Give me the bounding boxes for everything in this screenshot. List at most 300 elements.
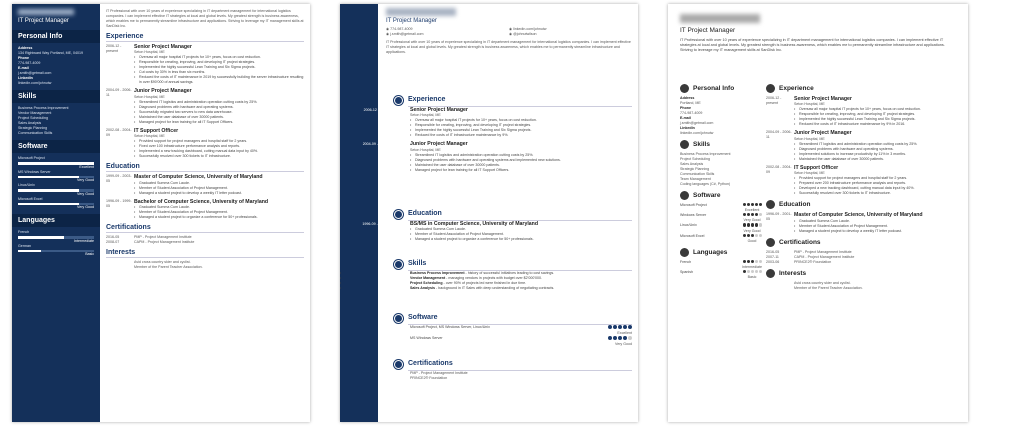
entry-bullet: • Managed project for lean training for all IT Support Officers. (410, 168, 632, 173)
entry-title: Bachelor of Computer Science, University of Maryland (134, 198, 269, 205)
entry-title: IT Support Officer (134, 127, 179, 134)
rating-dot (759, 213, 762, 216)
skill-name: Linux/Unix (680, 223, 697, 228)
entry-company: Seton Hospital, ME (794, 102, 825, 107)
entry-bullet: • Fixed over 100 infrastructure performance analysis and reports. (134, 144, 304, 149)
phone-label: Phone (680, 106, 691, 110)
skill-entry: • Vendor Management - managing vendors in projects with budget over $2'000'000. (340, 276, 632, 281)
education-heading: Education (779, 201, 811, 209)
rating-dot (623, 336, 627, 340)
skill-bar (18, 203, 94, 206)
interest-text: Avid cross country skier and cyclist. (134, 260, 191, 265)
skill-item: Sales Analysis (18, 121, 42, 125)
entry-date: 2004-09 - 2006-11 (106, 88, 132, 98)
rating-dot (759, 223, 762, 226)
entry-title: Junior Project Manager (794, 130, 852, 137)
address-label: Address (680, 96, 695, 100)
entry-bullet: • Member of Student Association of Project Management. (134, 210, 304, 215)
entry-date: 2006-12 - present (106, 44, 122, 53)
resume3-left-column (680, 80, 762, 280)
software-heading: Software (693, 192, 721, 199)
rating-dot (628, 336, 632, 340)
personal-info-heading: Personal Info (693, 85, 735, 92)
skills-list (340, 271, 632, 291)
skill-level: Very Good (743, 218, 761, 223)
rating-dot (608, 336, 612, 340)
skill-right (742, 270, 762, 280)
entry-title: PMP - Project Management Institute (134, 235, 192, 240)
entry-body (134, 199, 304, 220)
entry-bullet: • Maintained the user database of over 30000 patients. (410, 163, 632, 168)
entry-company: Seton Hospital, ME (410, 147, 441, 152)
experience-heading: Experience (779, 85, 814, 92)
phone-value: 774-987-4009 (18, 61, 41, 65)
interests-list (106, 260, 304, 270)
entry-bullet: • Member of Student Association of Project Management. (410, 232, 632, 237)
skill-row (680, 223, 762, 233)
resume-template-3[interactable] (668, 4, 968, 422)
skill-item: Business Process Improvement (680, 152, 731, 156)
entry-title: Senior Project Manager (410, 107, 468, 113)
job-entry (106, 44, 304, 85)
email-value: j.smith@getmail.com (18, 71, 52, 75)
entry-body (134, 44, 304, 85)
rating-dot (755, 260, 758, 263)
entry-title: Master of Computer Science, University of Maryland (794, 212, 923, 219)
rating-dots (742, 224, 762, 228)
rating-dot (759, 260, 762, 263)
entry-bullet: • Implemented the highly successful Lean Training and Six Sigma projects. (134, 65, 304, 70)
skill-right (742, 203, 762, 213)
experience-list (766, 96, 960, 196)
linkedin-value: linkedin.com/johnutw (680, 131, 714, 135)
rating-dots (742, 260, 762, 264)
blurred-name (18, 9, 74, 15)
skill-item: Communication Skills (18, 131, 53, 135)
skill-row (680, 234, 762, 244)
rating-dots (742, 213, 762, 217)
certificate-icon (766, 238, 775, 247)
blurred-name (386, 8, 456, 16)
interest-entry (766, 286, 960, 291)
timeline-entry (340, 221, 632, 242)
job-entry (106, 128, 304, 159)
skill-bar (18, 189, 94, 192)
rating-dot (743, 270, 746, 273)
entry-title: PMP - Project Management Institute (410, 371, 468, 375)
rating-dot (747, 223, 750, 226)
skill-desc: over 90% of projects led were finished in due time. (445, 281, 527, 285)
languages-list (680, 260, 762, 280)
entry-date: 1999-09 - 2003-05 (106, 174, 132, 184)
rating-dots (742, 203, 762, 207)
rating-dot (747, 260, 750, 263)
rating-dot (747, 234, 750, 237)
skill-desc: background in IT Sales with deep understanding of negotiating contracts. (438, 286, 555, 290)
certifications-heading: Certifications (106, 224, 304, 233)
linkedin-label: LinkedIn (18, 76, 33, 80)
rating-dot (755, 234, 758, 237)
interests-heading: Interests (106, 249, 304, 258)
resume2-software-section (340, 314, 632, 347)
skill-desc: managing vendors in projects with budget over $2'000'000. (448, 276, 543, 280)
entry-bullet: • Successfully migrated two servers to new data warehouse. (134, 110, 304, 115)
skill-name: Business Process Improvement (410, 271, 465, 275)
entry-title: Master of Computer Science, University of Maryland (134, 174, 263, 181)
entry-bullet: • Managed a student project to organize a conference for 50+ professionals. (410, 237, 632, 242)
entry-bullet: • Managed project for lean training for all IT Support Officers. (134, 120, 304, 125)
skill-item: Sales Analysis (680, 162, 704, 166)
entry-body (134, 88, 304, 124)
resume-template-1[interactable] (12, 4, 310, 422)
person-icon (680, 84, 689, 93)
entry-bullet: • Oversaw all major hospital IT projects for 10+ years, focus on cost reduction. (134, 55, 304, 60)
skill-right (742, 213, 762, 223)
skill-name: Windows Server (680, 213, 707, 218)
software-list (12, 156, 100, 210)
entry-date: 2014-06 (378, 377, 392, 381)
interest-text: Member of the Parent Teacher Association. (134, 265, 203, 270)
contact-list (386, 27, 632, 37)
entry-bullet: • Graduated Summa Cum Laude. (410, 227, 632, 232)
skill-item: Project Scheduling (18, 116, 48, 120)
phone-value: 774-987-4009 (680, 111, 703, 115)
entry-bullet: • Diagnosed problems with hardware and operating systems and implemented new solutions. (410, 158, 632, 163)
entry-bullet: • Successfully resolved over 300 tickets to IT infrastructure. (794, 191, 960, 196)
resume2-certifications-section (340, 360, 632, 381)
skills-heading: Skills (12, 90, 100, 103)
entry-bullet: • Managed a student project to organize a conference for 50+ professionals. (134, 215, 304, 220)
languages-icon (680, 248, 689, 257)
briefcase-icon (766, 84, 775, 93)
entry-bullet: • Implemented the highly successful Lean Training and Six Sigma projects. (794, 117, 960, 122)
entry-bullet: • Implemented the highly successful Lean Training and Six Sigma projects. (410, 128, 632, 133)
software-list (340, 325, 632, 347)
entry-title: IT Support Officer (794, 164, 839, 171)
entry-date: 2006-12 - present (363, 108, 392, 112)
entry-body (794, 96, 960, 127)
summary: IT Professional with over 10 years of experience specializing in IT department management for international logistics companies. I can implement effective IT strategies at local and global levels. My greatest strength is business awareness, which enables me to permanently streamline infrastructure and applications. (386, 40, 631, 54)
languages-list (12, 230, 100, 257)
skills-list (12, 106, 100, 136)
entry-bullet: • Reduced the costs of IT maintenance in 2019 by successfully building the server infrastructure resulting in over $90'000 of annual savings. (134, 75, 304, 85)
address-value: Portland, ME (680, 101, 701, 105)
spacer (766, 286, 794, 291)
rating-dot (743, 203, 746, 206)
entry-bullet: • Diagnosed problems with hardware and operating systems. (134, 105, 304, 110)
rating-dot (618, 325, 622, 329)
skill-level: Excellent (744, 208, 760, 213)
email-value: j.smith@getmail.com (680, 121, 714, 125)
rating-dot (743, 223, 746, 226)
linkedin-label: LinkedIn (680, 126, 695, 130)
entry-date: 2006-12 - present (766, 96, 782, 105)
resume1-title: IT Project Manager (18, 18, 69, 24)
entry-bullet: • Provided support for project managers and hospital staff for 2 years. (794, 176, 960, 181)
job-entry (766, 96, 960, 127)
software-level: Very Good (615, 342, 632, 346)
entry-bullet: • Cut costs by 30% in less than six months. (134, 70, 304, 75)
interests-heading: Interests (779, 269, 807, 277)
entry-body (794, 212, 960, 233)
skill-right (742, 223, 762, 233)
interests-list (766, 281, 960, 291)
entry-title: CAPM - Project Management Institute (794, 254, 855, 259)
resume-template-2[interactable] (340, 4, 638, 422)
education-entry (766, 212, 960, 233)
phone-label: Phone (18, 56, 29, 60)
skill-name: Microsoft Project (680, 203, 707, 207)
entry-date: 2002-08 - 2004-09 (766, 164, 792, 174)
skill-item: Strategic Planning (18, 126, 48, 130)
rating-dot (743, 234, 746, 237)
entry-date: 2003-06 (766, 259, 780, 264)
certifications-heading: Certifications (779, 238, 821, 246)
resume1-name-header (12, 4, 100, 26)
entry-title: Junior Project Manager (134, 88, 192, 95)
entry-body (794, 165, 960, 196)
certifications-heading: Certifications (408, 360, 453, 367)
education-list (340, 221, 632, 242)
entry-company: Seton Hospital, ME (134, 50, 165, 55)
rating-dot (759, 270, 762, 273)
email-label: E-mail (18, 66, 29, 70)
certificate-icon (394, 360, 403, 369)
summary: IT Professional with over 10 years of experience specializing in IT department management for international logistics companies. I can implement effective IT strategies at local and global levels. My greatest strength is business awareness, which enables me to permanently streamline infrastructure and applications. Striving to leverage my IT management skills at SanDisk Inc. (680, 38, 945, 53)
entry-title: Senior Project Manager (134, 44, 192, 50)
rating-dot (628, 325, 632, 329)
skill-desc: history of successful initiatives leading to cost savings. (467, 271, 555, 275)
entry-bullet: • Maintained the user database of over 30000 patients. (134, 115, 304, 120)
contact-item: ◉ linkedin.com/johnutw (509, 27, 547, 31)
skill-bar-fill (18, 236, 64, 239)
certifications-list (106, 235, 304, 245)
software-name: Microsoft Project, MS Windows Server, Linux/Unix (410, 325, 490, 329)
blurred-name (680, 14, 760, 23)
skill-entry: • Sales Analysis - background in IT Sales with deep understanding of negotiating contracts. (340, 286, 632, 291)
resume2-skills-section (340, 260, 632, 291)
entry-bullet: • Member of Student Association of Project Management. (794, 224, 960, 229)
languages-heading: Languages (12, 214, 100, 227)
entry-date: 1996-09 - 2001-05 (766, 212, 792, 222)
entry-bullet: • Diagnosed problems with hardware and operating systems. (794, 147, 960, 152)
rating-dot (751, 260, 754, 263)
entry-bullet: • Oversaw all major hospital IT projects for 10+ years, focus on cost reduction. (410, 118, 632, 123)
rating-dot (751, 270, 754, 273)
software-heading: Software (408, 314, 438, 321)
rating-dot (613, 325, 617, 329)
resume3-header (680, 14, 958, 54)
entry-title: Senior Project Manager (794, 96, 852, 102)
entry-title: CAPM - Project Management Institute (134, 240, 195, 245)
skills-icon (394, 260, 403, 269)
linkedin-value: linkedin.com/johnutw (18, 81, 52, 85)
entry-body (134, 174, 304, 195)
languages-heading: Languages (693, 248, 728, 256)
entry-company: Seton Hospital, ME (794, 136, 825, 141)
resume2-title: IT Project Manager (386, 18, 437, 24)
skill-name: Sales Analysis (410, 286, 436, 290)
skill-bar-fill (18, 250, 41, 253)
skill-row (680, 213, 762, 223)
entry-date: 1996-09 - 1999-05 (106, 198, 132, 208)
skill-level: Intermediate (74, 238, 94, 243)
entry-bullet: • Implemented a new tracking dashboard, cutting manual data input by 40%. (134, 149, 304, 154)
skill-level: Basic (85, 252, 94, 256)
entry-bullet: • Developed a new tracking dashboard, cutting manual data input by 40%. (794, 186, 960, 191)
entry-bullet: • Streamlined IT logistics and administration operation cutting costs by 25%. (410, 153, 632, 158)
entry-title: PRINCE2® Foundation (794, 259, 832, 264)
entry-company: Seton Hospital, ME (134, 134, 165, 139)
email-label: E-mail (680, 116, 691, 120)
resume3-right-column (766, 80, 960, 291)
skill-level: Excellent (79, 164, 94, 169)
software-list (680, 203, 762, 244)
resume3-title: IT Project Manager (680, 27, 736, 34)
entry-bullet: • Oversaw all major hospital IT projects for 10+ years, focus on cost reduction. (794, 107, 960, 112)
skill-bar-fill (18, 176, 79, 179)
software-icon (394, 314, 403, 323)
skill-name: Vendor Management (410, 276, 446, 280)
certification-entry (106, 240, 304, 245)
entry-date: 2002-08 - 2004-09 (106, 127, 132, 137)
skill-level: Very Good (77, 191, 94, 196)
software-level: Excellent (617, 331, 632, 335)
skill-bar (18, 236, 94, 239)
entry-date: 2016-05 (106, 235, 120, 240)
entry-date: 1996-09 - 2001-05 (362, 222, 392, 226)
rating-dot (608, 325, 612, 329)
resume2-header (386, 8, 632, 55)
contact-item: ◉ 774-987-4009 (386, 27, 413, 31)
rating-dot (751, 234, 754, 237)
rating-dot (747, 270, 750, 273)
skill-level: Very Good (743, 228, 761, 233)
entry-title: PRINCE2® Foundation (410, 376, 448, 380)
rating-dot (613, 336, 617, 340)
resume1-sidebar (12, 4, 100, 422)
skill-level: Intermediate (742, 264, 762, 269)
entry-company: Seton Hospital, ME (410, 113, 441, 118)
entry-company: Seton Hospital, ME (794, 171, 825, 176)
rating-dot (623, 325, 627, 329)
skill-name: Project Scheduling (410, 281, 443, 285)
experience-heading: Experience (408, 96, 446, 103)
rating-dots (742, 234, 762, 238)
skill-item: Team Management (680, 177, 711, 181)
heart-icon (766, 269, 775, 278)
skill-name: German (18, 243, 31, 248)
education-list (106, 174, 304, 220)
skill-item: Strategic Planning (680, 167, 710, 171)
rating-dot (751, 203, 754, 206)
skills-icon (680, 140, 689, 149)
resume2-education-section (340, 210, 632, 245)
entry-bullet: • Responsible for creating, improving, and developing IT project strategies. (794, 112, 960, 117)
address-label: Address (18, 46, 33, 50)
skill-row (680, 260, 762, 270)
skill-item: Project Scheduling (680, 157, 710, 161)
skill-entry: • Business Process Improvement - history of successful initiatives leading to cost savings. (340, 271, 632, 276)
entry-bullet: • Reduced the costs of IT infrastructure maintenance by 9% in 2016. (794, 122, 960, 127)
skills-heading: Skills (408, 260, 427, 267)
skill-name: French (18, 230, 30, 234)
skill-item: Vendor Management (18, 111, 52, 115)
personal-info-heading: Personal Info (12, 30, 100, 43)
address-value: 134 Rightward Way Portland, ME, 04019 (18, 51, 83, 55)
entry-bullet: • Prepared over 200 infrastructure performance analysis and reports. (794, 181, 960, 186)
software-heading: Software (12, 140, 100, 153)
skill-level: Good (747, 238, 757, 243)
entry-bullet: • Successfully resolved over 300 tickets to IT infrastructure. (134, 154, 304, 159)
skill-bar (18, 176, 94, 179)
interest-text: Member of the Parent Teacher Association. (794, 285, 863, 290)
entry-bullet: • Managed a student project to develop a weekly IT letter podcast. (794, 229, 960, 234)
rating-dot (751, 213, 754, 216)
entry-date: 2004-09 - 2006-11 (362, 142, 392, 147)
entry-bullet: • Streamlined IT logistics and administration operation cutting costs by 25%. (794, 142, 960, 147)
skill-name: Microsoft Project (18, 156, 45, 160)
skill-bar (18, 162, 94, 165)
job-entry (106, 88, 304, 124)
entry-bullet: • Responsible for creating, improving, and developing IT project strategies. (134, 60, 304, 65)
entry-body (134, 128, 304, 159)
software-entry (340, 336, 632, 347)
rating-dot (759, 234, 762, 237)
rating-dot (755, 213, 758, 216)
skill-item: Communication Skills (680, 172, 715, 176)
resume2-experience-section (340, 96, 632, 176)
timeline-entry (340, 141, 632, 172)
skill-name: Microsoft Excel (680, 233, 705, 238)
entry-bullet: • Reduced the costs of IT infrastructure maintenance by 9%. (410, 133, 632, 138)
skill-right (742, 260, 762, 270)
rating-dot (747, 203, 750, 206)
experience-heading: Experience (106, 33, 304, 42)
certification-entry (340, 376, 632, 381)
software-name: MS Windows Server (410, 336, 443, 340)
skill-right (742, 234, 762, 244)
entry-title: BS/MS in Computer Science, University of Maryland (410, 221, 538, 227)
rating-dots (742, 270, 762, 274)
skill-level: Very Good (77, 205, 94, 209)
entry-bullet: • Responsible for creating, improving, and developing IT project strategies. (410, 123, 632, 128)
graduation-cap-icon (394, 210, 403, 219)
experience-list (106, 44, 304, 159)
entry-date: 2016-05 (378, 372, 392, 376)
entry-date: 2016-05 (766, 249, 780, 254)
skill-bar-fill (18, 203, 79, 206)
rating-dot (751, 223, 754, 226)
rating-dot (743, 260, 746, 263)
entry-bullet: • Maintained the user database of over 30000 patients. (794, 157, 960, 162)
skill-row (680, 270, 762, 280)
interest-entry (106, 265, 304, 270)
contact-item: ◉ @johnutwilson (509, 32, 537, 36)
job-entry (766, 130, 960, 161)
job-entry (766, 165, 960, 196)
skill-item: Coding languages (C#, Python) (680, 182, 731, 186)
skill-name: Linux/Unix (18, 183, 35, 187)
skills-heading: Skills (693, 141, 710, 148)
skill-bar-fill (18, 189, 79, 192)
experience-list (340, 107, 632, 173)
briefcase-icon (394, 96, 403, 105)
contact-item: ◉ j.smith@getmail.com (386, 32, 424, 36)
skill-item: Business Process Improvement (18, 106, 69, 110)
entry-title: PMP - Project Management Institute (794, 249, 852, 254)
graduation-cap-icon (766, 200, 775, 209)
